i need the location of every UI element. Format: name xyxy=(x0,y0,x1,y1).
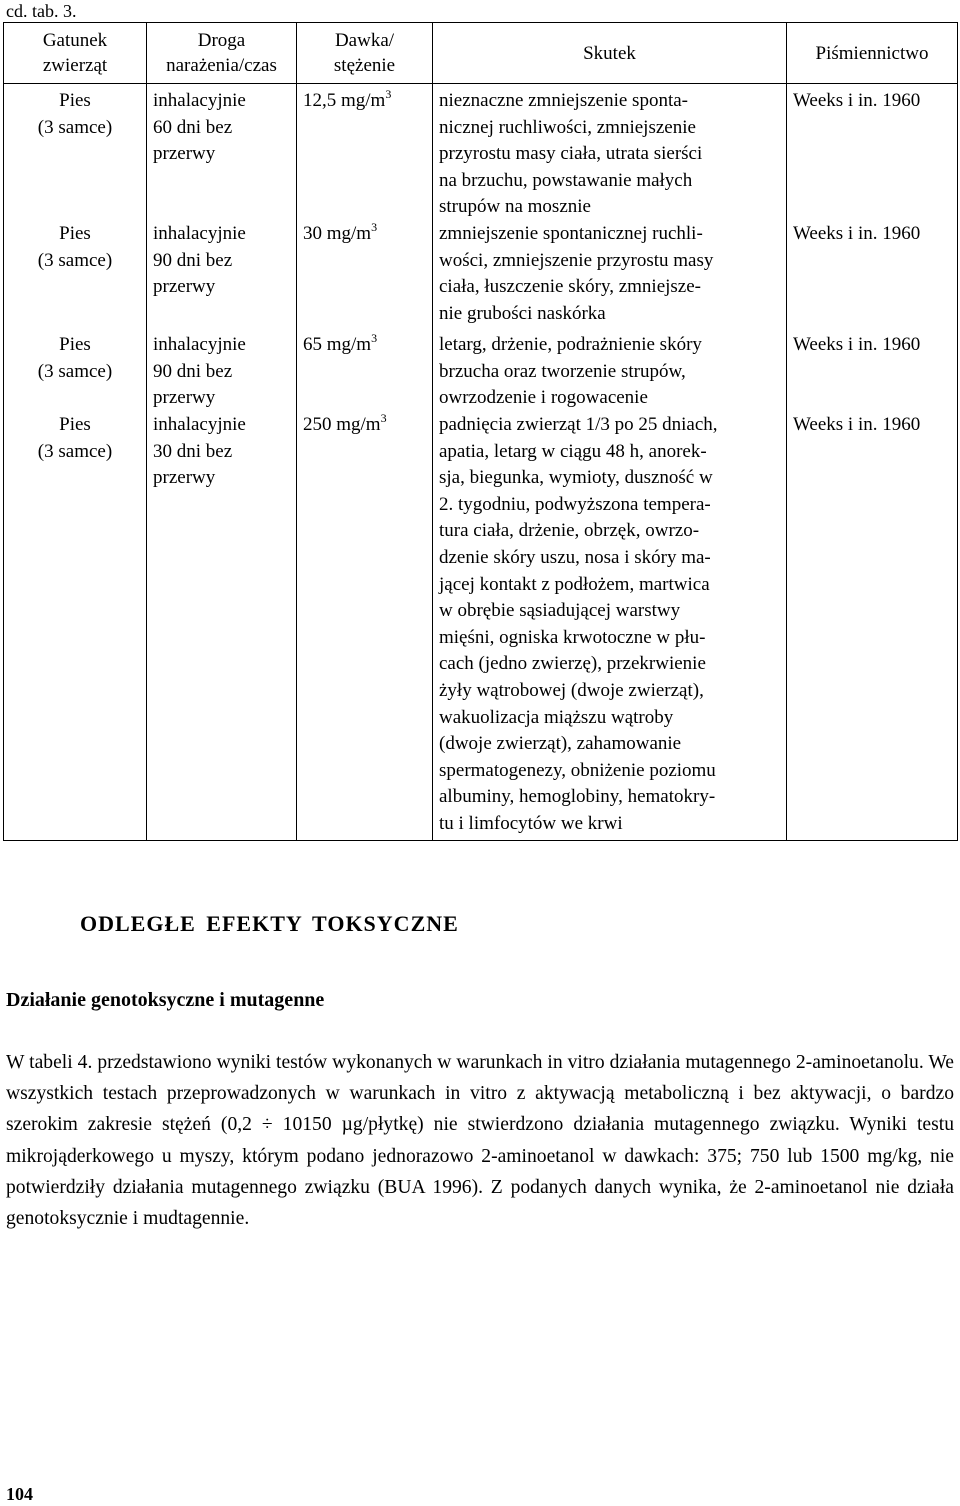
cell-reference: Weeks i in. 1960 xyxy=(787,84,958,222)
cell-route: inhalacyjnie 30 dni bez przerwy xyxy=(147,412,297,841)
cell-species: Pies (3 samce) xyxy=(4,221,147,332)
cell-effect: padnięcia zwierząt 1/3 po 25 dniach, apatia, letarg w ciągu 48 h, anorek- sja, biegunka, wymioty, duszność w 2. tygodniu, podwyższona tempera- tura ciała, drżenie, obrzęk, owrzo- dzenie skóry uszu, nosa i skóry ma- jącej kontakt z podłożem, martwica w obrębie sąsiadującej warstwy mięśni, ogniska krwotoczne w płu- cach (jedno zwierzę), przekrwienie żyły wątrobowej (dwoje zwierząt), wakuolizacja miąższu wątroby (dwoje zwierząt), zahamowanie spermatogenezy, obniżenie poziomu albuminy, hemoglobiny, hematokry- tu i limfocytów we krwi xyxy=(433,412,787,841)
header-route: Droga narażenia/czas xyxy=(147,23,297,84)
cell-reference: Weeks i in. 1960 xyxy=(787,332,958,412)
cell-reference: Weeks i in. 1960 xyxy=(787,221,958,332)
cell-effect: letarg, drżenie, podrażnienie skóry brzucha oraz tworzenie strupów, owrzodzenie i rogowacenie xyxy=(433,332,787,412)
table-row xyxy=(4,84,958,222)
table-row xyxy=(4,412,958,841)
dose-value: 65 mg/m xyxy=(303,334,372,355)
table-continuation-caption: cd. tab. 3. xyxy=(6,1,77,21)
cell-dose xyxy=(297,412,433,841)
cell-species: Pies (3 samce) xyxy=(4,412,147,841)
toxicity-table xyxy=(3,22,958,841)
header-species: Gatunek zwierząt xyxy=(4,23,147,84)
cell-species: Pies (3 samce) xyxy=(4,332,147,412)
table-row xyxy=(4,332,958,412)
header-reference: Piśmiennictwo xyxy=(787,23,958,84)
cell-reference: Weeks i in. 1960 xyxy=(787,412,958,841)
body-paragraph: W tabeli 4. przedstawiono wyniki testów wykonanych w warunkach in vitro działania mutagennego 2-aminoetanolu. We wszystkich testach przeprowadzonych w warunkach in vitro z aktywacją metaboliczną i bez aktywacji, o bardzo szerokim zakresie stężeń (0,2 ÷ 10150 µg/płytkę) nie stwierdzono działania mutagennego związku. Wyniki testu mikrojąderkowego u myszy, którym podano jednorazowo 2-aminoetanol w dawkach: 375; 750 lub 1500 mg/kg, nie potwierdziły działania mutagennego związku (BUA 1996). Z podanych danych wynika, że 2-aminoetanol nie działa genotoksycznie i mudtagennie. xyxy=(6,1052,954,1230)
dose-value: 250 mg/m xyxy=(303,414,381,435)
cell-route: inhalacyjnie 90 dni bez przerwy xyxy=(147,332,297,412)
subsection-heading: Działanie genotoksyczne i mutagenne xyxy=(6,989,325,1011)
header-dose: Dawka/ stężenie xyxy=(297,23,433,84)
cell-effect: zmniejszenie spontanicznej ruchli- wości, zmniejszenie przyrostu masy ciała, łuszczenie skóry, zmniejsze- nie grubości naskórka xyxy=(433,221,787,332)
dose-exponent: 3 xyxy=(380,411,387,425)
dose-value: 12,5 mg/m xyxy=(303,90,386,111)
header-effect: Skutek xyxy=(433,23,787,84)
table-header-row xyxy=(4,23,958,84)
dose-exponent: 3 xyxy=(385,87,392,101)
cell-route: inhalacyjnie 90 dni bez przerwy xyxy=(147,221,297,332)
page-number: 104 xyxy=(6,1484,33,1504)
cell-effect: nieznaczne zmniejszenie sponta- nicznej ruchliwości, zmniejszenie przyrostu masy ciała, utrata sierści na brzuchu, powstawanie małych strupów na mosznie xyxy=(433,84,787,222)
cell-dose xyxy=(297,332,433,412)
dose-value: 30 mg/m xyxy=(303,223,372,244)
dose-exponent: 3 xyxy=(371,331,378,345)
section-heading: ODLEGŁE EFEKTY TOKSYCZNE xyxy=(80,911,459,936)
cell-dose xyxy=(297,84,433,222)
table-row xyxy=(4,221,958,332)
cell-species: Pies (3 samce) xyxy=(4,84,147,222)
cell-route: inhalacyjnie 60 dni bez przerwy xyxy=(147,84,297,222)
cell-dose xyxy=(297,221,433,332)
dose-exponent: 3 xyxy=(371,220,378,234)
